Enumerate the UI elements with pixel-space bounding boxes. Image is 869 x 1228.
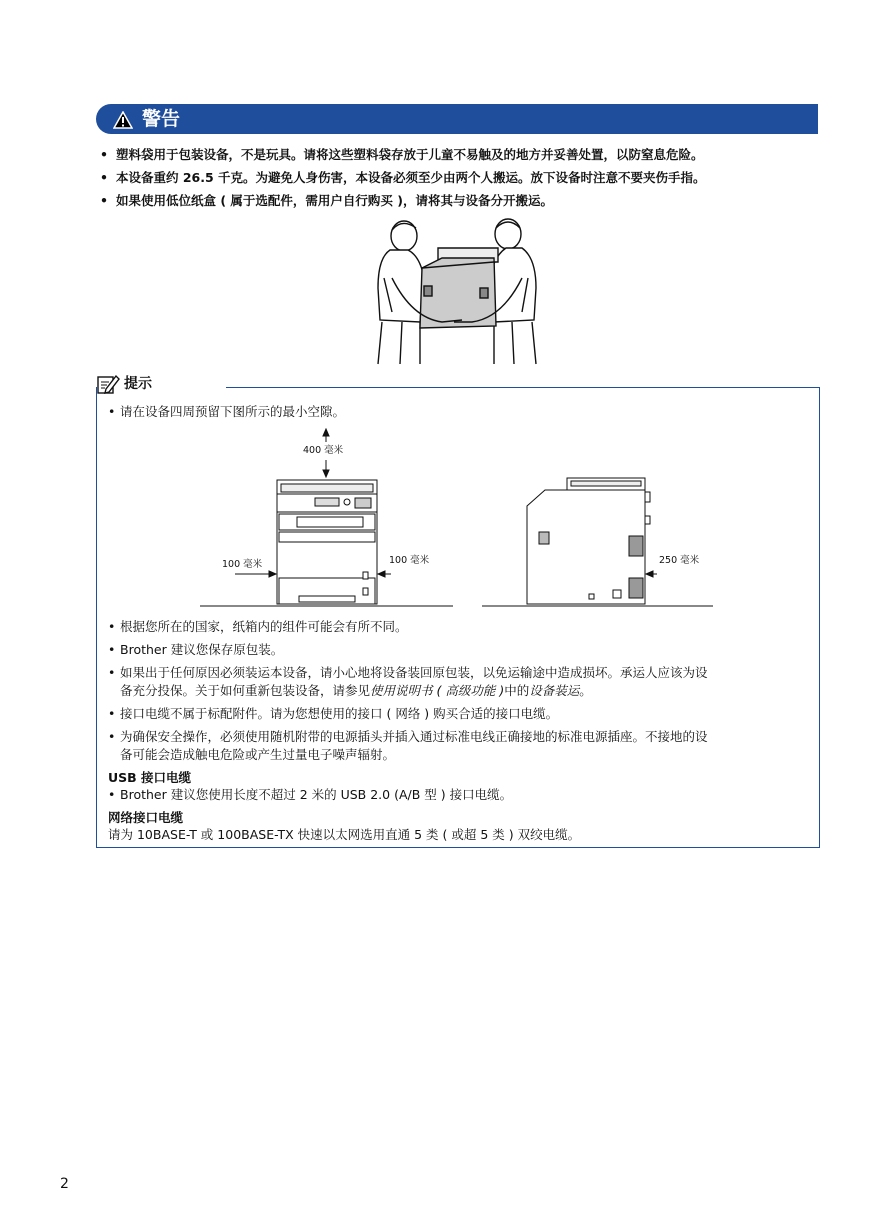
- network-heading: 网络接口电缆: [108, 810, 184, 825]
- warning-triangle-icon: [113, 111, 133, 129]
- dimension-left-label: 100 毫米: [222, 559, 263, 570]
- dimension-top-label: 400 毫米: [303, 445, 344, 456]
- page-number: 2: [60, 1176, 69, 1192]
- two-person-lifting-illustration: [372, 218, 542, 368]
- clearance-diagram: [195, 428, 720, 613]
- note-item-shipping: • 如果出于任何原因必须装运本设备，请小心地将设备装回原包装，以免运输途中造成损坏。承运人应该为设: [108, 665, 708, 680]
- note-item-safety-cont: 备可能会造成触电危险或产生过量电子噪声辐射。: [120, 747, 396, 762]
- warning-item: • 如果使用低位纸盒 ( 属于选配件，需用户自行购买 )，请将其与设备分开搬运。: [100, 193, 553, 208]
- reference-manual: 使用说明书 ( 高级功能 ): [370, 683, 505, 698]
- note-item-shipping-cont: 备充分投保。关于如何重新包装设备，请参见使用说明书 ( 高级功能 )中的设备装运。: [120, 683, 592, 698]
- note-item-safety: • 为确保安全操作，必须使用随机附带的电源插头并插入通过标准电线正确接地的标准电源插座。不接地的设: [108, 729, 708, 744]
- note-pencil-icon: [96, 373, 120, 395]
- note-item-clearance: • 请在设备四周预留下图所示的最小空隙。: [108, 404, 346, 419]
- note-item: • 根据您所在的国家，纸箱内的组件可能会有所不同。: [108, 619, 408, 634]
- dimension-rear-label: 250 毫米: [659, 555, 700, 566]
- reference-section: 设备装运: [529, 683, 580, 698]
- warning-banner: [96, 104, 818, 134]
- dimension-right-label: 100 毫米: [389, 555, 430, 566]
- warning-title: 警告: [142, 108, 181, 130]
- network-text: 请为 10BASE-T 或 100BASE-TX 快速以太网选用直通 5 类 ( 或超 5 类 ) 双绞电缆。: [108, 827, 581, 842]
- note-title: 提示: [124, 376, 152, 392]
- warning-item: • 本设备重约 26.5 千克。为避免人身伤害，本设备必须至少由两个人搬运。放下设备时注意不要夹伤手指。: [100, 170, 706, 185]
- usb-text: • Brother 建议您使用长度不超过 2 米的 USB 2.0 (A/B 型 ) 接口电缆。: [108, 787, 513, 802]
- usb-heading: USB 接口电缆: [108, 770, 192, 785]
- note-item-interface-cable: • 接口电缆不属于标配附件。请为您想使用的接口 ( 网络 ) 购买合适的接口电缆。: [108, 706, 559, 721]
- note-item: • Brother 建议您保存原包装。: [108, 642, 284, 657]
- warning-item: • 塑料袋用于包装设备，不是玩具。请将这些塑料袋存放于儿童不易触及的地方并妥善处置，以防窒息危险。: [100, 147, 704, 162]
- note-top-rule: [226, 387, 819, 388]
